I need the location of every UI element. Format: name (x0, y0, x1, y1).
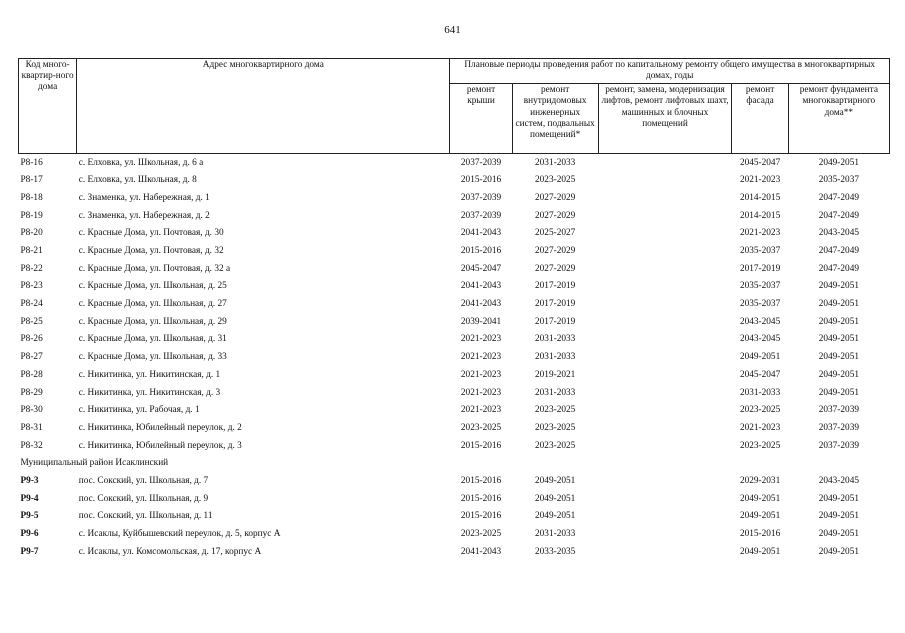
cell-facade: 2021-2023 (739, 422, 781, 433)
cell-foundation: 2047-2049 (818, 246, 859, 257)
cell-elevators (598, 207, 732, 225)
table-row (19, 420, 890, 438)
cell-elevators (598, 331, 732, 349)
cell-address: с. Красные Дома, ул. Школьная, д. 33 (78, 352, 227, 363)
cell-facade: 2014-2015 (739, 192, 781, 203)
cell-roof: 2041-2043 (460, 281, 502, 292)
cell-foundation: 2049-2051 (818, 546, 859, 557)
cell-roof: 2015-2016 (460, 511, 502, 522)
cell-facade: 2023-2025 (739, 440, 781, 451)
table-header (19, 59, 890, 154)
cell-foundation: 2047-2049 (818, 192, 859, 203)
cell-roof: 2021-2023 (460, 334, 502, 345)
cell-code: Р8-17 (20, 175, 43, 186)
cell-roof: 2041-2043 (460, 299, 502, 310)
table-row (19, 490, 890, 508)
cell-engineering: 2017-2019 (535, 316, 576, 327)
cell-facade: 2049-2051 (739, 546, 781, 557)
cell-roof: 2045-2047 (460, 263, 502, 274)
table-row (19, 190, 890, 208)
cell-foundation: 2049-2051 (818, 493, 859, 504)
cell-facade: 2045-2047 (739, 157, 781, 168)
table-row (19, 402, 890, 420)
cell-address: с. Знаменка, ул. Набережная, д. 2 (78, 210, 210, 221)
cell-facade: 2035-2037 (739, 299, 781, 310)
cell-facade: 2015-2016 (739, 529, 781, 540)
table-row (19, 207, 890, 225)
cell-elevators (598, 243, 732, 261)
cell-facade: 2035-2037 (739, 281, 781, 292)
cell-engineering: 2031-2033 (535, 352, 576, 363)
cell-elevators (598, 296, 732, 314)
cell-elevators (598, 490, 732, 508)
cell-code: Р8-26 (20, 334, 43, 345)
header-code: Код много-квартир-ного дома (19, 59, 77, 154)
cell-engineering: 2031-2033 (535, 157, 576, 168)
table-row (19, 314, 890, 332)
cell-engineering: 2027-2029 (535, 263, 576, 274)
cell-elevators (598, 384, 732, 402)
table-row (19, 526, 890, 544)
cell-engineering: 2031-2033 (535, 334, 576, 345)
table-row (19, 296, 890, 314)
header-roof: ремонт крыши (450, 84, 512, 154)
cell-foundation: 2043-2045 (818, 475, 859, 486)
cell-foundation: 2047-2049 (818, 263, 859, 274)
cell-roof: 2021-2023 (460, 369, 502, 380)
cell-code: Р8-18 (20, 192, 43, 203)
table-row (19, 331, 890, 349)
cell-foundation: 2049-2051 (818, 529, 859, 540)
cell-code: Р9-6 (20, 529, 39, 540)
cell-foundation: 2049-2051 (818, 157, 859, 168)
cell-code: Р8-25 (20, 316, 43, 327)
cell-facade: 2021-2023 (739, 228, 781, 239)
cell-roof: 2037-2039 (460, 210, 502, 221)
cell-facade: 2029-2031 (739, 475, 781, 486)
table-row (19, 243, 890, 261)
cell-foundation: 2043-2045 (818, 228, 859, 239)
cell-facade: 2035-2037 (739, 246, 781, 257)
cell-code: Р9-5 (20, 511, 39, 522)
cell-foundation: 2049-2051 (818, 387, 859, 398)
cell-engineering: 2049-2051 (535, 511, 576, 522)
cell-code: Р8-21 (20, 246, 43, 257)
cell-code: Р8-19 (20, 210, 43, 221)
cell-facade: 2023-2025 (739, 405, 781, 416)
cell-roof: 2015-2016 (460, 175, 502, 186)
cell-address: с. Красные Дома, ул. Почтовая, д. 32 (78, 246, 224, 257)
cell-address: пос. Сокский, ул. Школьная, д. 7 (78, 475, 209, 486)
cell-address: с. Красные Дома, ул. Почтовая, д. 30 (78, 228, 224, 239)
cell-address: с. Никитинка, ул. Никитинская, д. 3 (78, 387, 221, 398)
table-row (19, 473, 890, 491)
cell-elevators (598, 172, 732, 190)
cell-foundation: 2049-2051 (818, 299, 859, 310)
cell-engineering: 2031-2033 (535, 387, 576, 398)
cell-engineering: 2027-2029 (535, 210, 576, 221)
header-elevators: ремонт, замена, модернизация лифтов, ремонт лифтовых шахт, машинных и блочных помещений (598, 84, 732, 154)
cell-engineering: 2049-2051 (535, 475, 576, 486)
cell-engineering: 2023-2025 (535, 422, 576, 433)
cell-facade: 2043-2045 (739, 316, 781, 327)
cell-address: с. Красные Дома, ул. Школьная, д. 25 (78, 281, 227, 292)
cell-code: Р8-27 (20, 352, 43, 363)
cell-elevators (598, 543, 732, 561)
cell-engineering: 2023-2025 (535, 405, 576, 416)
cell-facade: 2049-2051 (739, 352, 781, 363)
cell-code: Р8-30 (20, 405, 43, 416)
cell-elevators (598, 526, 732, 544)
cell-code: Р8-28 (20, 369, 43, 380)
cell-roof: 2015-2016 (460, 440, 502, 451)
cell-address: с. Знаменка, ул. Набережная, д. 1 (78, 192, 210, 203)
cell-engineering: 2023-2025 (535, 175, 576, 186)
cell-engineering: 2023-2025 (535, 440, 576, 451)
header-foundation: ремонт фундамента многоквартирного дома** (788, 84, 889, 154)
cell-elevators (598, 349, 732, 367)
cell-facade: 2049-2051 (739, 493, 781, 504)
cell-address: с. Никитинка, Юбилейный переулок, д. 3 (78, 440, 242, 451)
table-row (19, 367, 890, 385)
cell-foundation: 2049-2051 (818, 334, 859, 345)
section-title: Муниципальный район Исаклинский (20, 458, 169, 469)
cell-code: Р9-7 (20, 546, 39, 557)
cell-address: с. Красные Дома, ул. Школьная, д. 27 (78, 299, 227, 310)
cell-facade: 2049-2051 (739, 511, 781, 522)
cell-code: Р8-32 (20, 440, 43, 451)
cell-code: Р8-23 (20, 281, 43, 292)
cell-address: с. Исаклы, ул. Комсомольская, д. 17, корпус А (78, 546, 262, 557)
table-row (19, 260, 890, 278)
header-facade: ремонт фасада (732, 84, 788, 154)
cell-elevators (598, 402, 732, 420)
cell-facade: 2017-2019 (739, 263, 781, 274)
cell-elevators (598, 420, 732, 438)
cell-elevators (598, 190, 732, 208)
cell-facade: 2045-2047 (739, 369, 781, 380)
cell-roof: 2023-2025 (460, 422, 502, 433)
cell-facade: 2031-2033 (739, 387, 781, 398)
cell-engineering: 2017-2019 (535, 281, 576, 292)
cell-roof: 2021-2023 (460, 352, 502, 363)
cell-address: с. Елховка, ул. Школьная, д. 6 а (78, 157, 204, 168)
cell-foundation: 2035-2037 (818, 175, 859, 186)
table-row (19, 278, 890, 296)
cell-foundation: 2047-2049 (818, 210, 859, 221)
cell-elevators (598, 260, 732, 278)
header-periods: Плановые периоды проведения работ по капитальному ремонту общего имущества в многоквартирных домах, годы (450, 59, 890, 84)
table-row (19, 172, 890, 190)
cell-engineering: 2017-2019 (535, 299, 576, 310)
cell-roof: 2021-2023 (460, 387, 502, 398)
cell-elevators (598, 154, 732, 172)
cell-address: с. Никитинка, ул. Рабочая, д. 1 (78, 405, 200, 416)
table-row (19, 543, 890, 561)
cell-foundation: 2049-2051 (818, 281, 859, 292)
cell-address: с. Красные Дома, ул. Школьная, д. 29 (78, 316, 227, 327)
cell-roof: 2041-2043 (460, 228, 502, 239)
table-row (19, 225, 890, 243)
cell-foundation: 2037-2039 (818, 422, 859, 433)
cell-code: Р9-3 (20, 475, 39, 486)
cell-roof: 2021-2023 (460, 405, 502, 416)
cell-address: пос. Сокский, ул. Школьная, д. 11 (78, 511, 213, 522)
cell-engineering: 2031-2033 (535, 529, 576, 540)
cell-address: с. Красные Дома, ул. Школьная, д. 31 (78, 334, 227, 345)
cell-code: Р9-4 (20, 493, 39, 504)
header-engineering: ремонт внутридомовых инженерных систем, подвальных помещений* (512, 84, 598, 154)
cell-roof: 2015-2016 (460, 475, 502, 486)
cell-code: Р8-31 (20, 422, 43, 433)
cell-elevators (598, 437, 732, 455)
cell-roof: 2015-2016 (460, 493, 502, 504)
cell-roof: 2015-2016 (460, 246, 502, 257)
cell-engineering: 2027-2029 (535, 246, 576, 257)
cell-address: пос. Сокский, ул. Школьная, д. 9 (78, 493, 209, 504)
cell-engineering: 2025-2027 (535, 228, 576, 239)
cell-address: с. Никитинка, Юбилейный переулок, д. 2 (78, 422, 242, 433)
cell-foundation: 2049-2051 (818, 352, 859, 363)
cell-address: с. Исаклы, Куйбышевский переулок, д. 5, корпус А (78, 529, 281, 540)
table-row (19, 384, 890, 402)
cell-elevators (598, 508, 732, 526)
table-row (19, 437, 890, 455)
cell-address: с. Елховка, ул. Школьная, д. 8 (78, 175, 197, 186)
table-body (19, 154, 890, 561)
repair-schedule-table (18, 58, 890, 561)
table-row (19, 349, 890, 367)
cell-elevators (598, 314, 732, 332)
cell-foundation: 2037-2039 (818, 440, 859, 451)
cell-code: Р8-29 (20, 387, 43, 398)
cell-engineering: 2019-2021 (535, 369, 576, 380)
cell-elevators (598, 367, 732, 385)
table-row (19, 508, 890, 526)
cell-address: с. Красные Дома, ул. Почтовая, д. 32 а (78, 263, 231, 274)
cell-roof: 2039-2041 (460, 316, 502, 327)
cell-elevators (598, 278, 732, 296)
cell-foundation: 2049-2051 (818, 316, 859, 327)
header-address: Адрес многоквартирного дома (77, 59, 450, 154)
cell-engineering: 2049-2051 (535, 493, 576, 504)
cell-engineering: 2027-2029 (535, 192, 576, 203)
table-row (19, 154, 890, 172)
cell-foundation: 2049-2051 (818, 369, 859, 380)
cell-facade: 2014-2015 (739, 210, 781, 221)
cell-engineering: 2033-2035 (535, 546, 576, 557)
cell-roof: 2041-2043 (460, 546, 502, 557)
cell-facade: 2043-2045 (739, 334, 781, 345)
cell-elevators (598, 225, 732, 243)
cell-code: Р8-24 (20, 299, 43, 310)
cell-roof: 2037-2039 (460, 157, 502, 168)
cell-foundation: 2049-2051 (818, 511, 859, 522)
cell-facade: 2021-2023 (739, 175, 781, 186)
cell-roof: 2023-2025 (460, 529, 502, 540)
cell-code: Р8-16 (20, 157, 43, 168)
cell-code: Р8-22 (20, 263, 43, 274)
cell-roof: 2037-2039 (460, 192, 502, 203)
cell-code: Р8-20 (20, 228, 43, 239)
cell-elevators (598, 473, 732, 491)
page-number: 641 (444, 24, 461, 36)
section-row (19, 455, 890, 473)
cell-foundation: 2037-2039 (818, 405, 859, 416)
cell-address: с. Никитинка, ул. Никитинская, д. 1 (78, 369, 221, 380)
